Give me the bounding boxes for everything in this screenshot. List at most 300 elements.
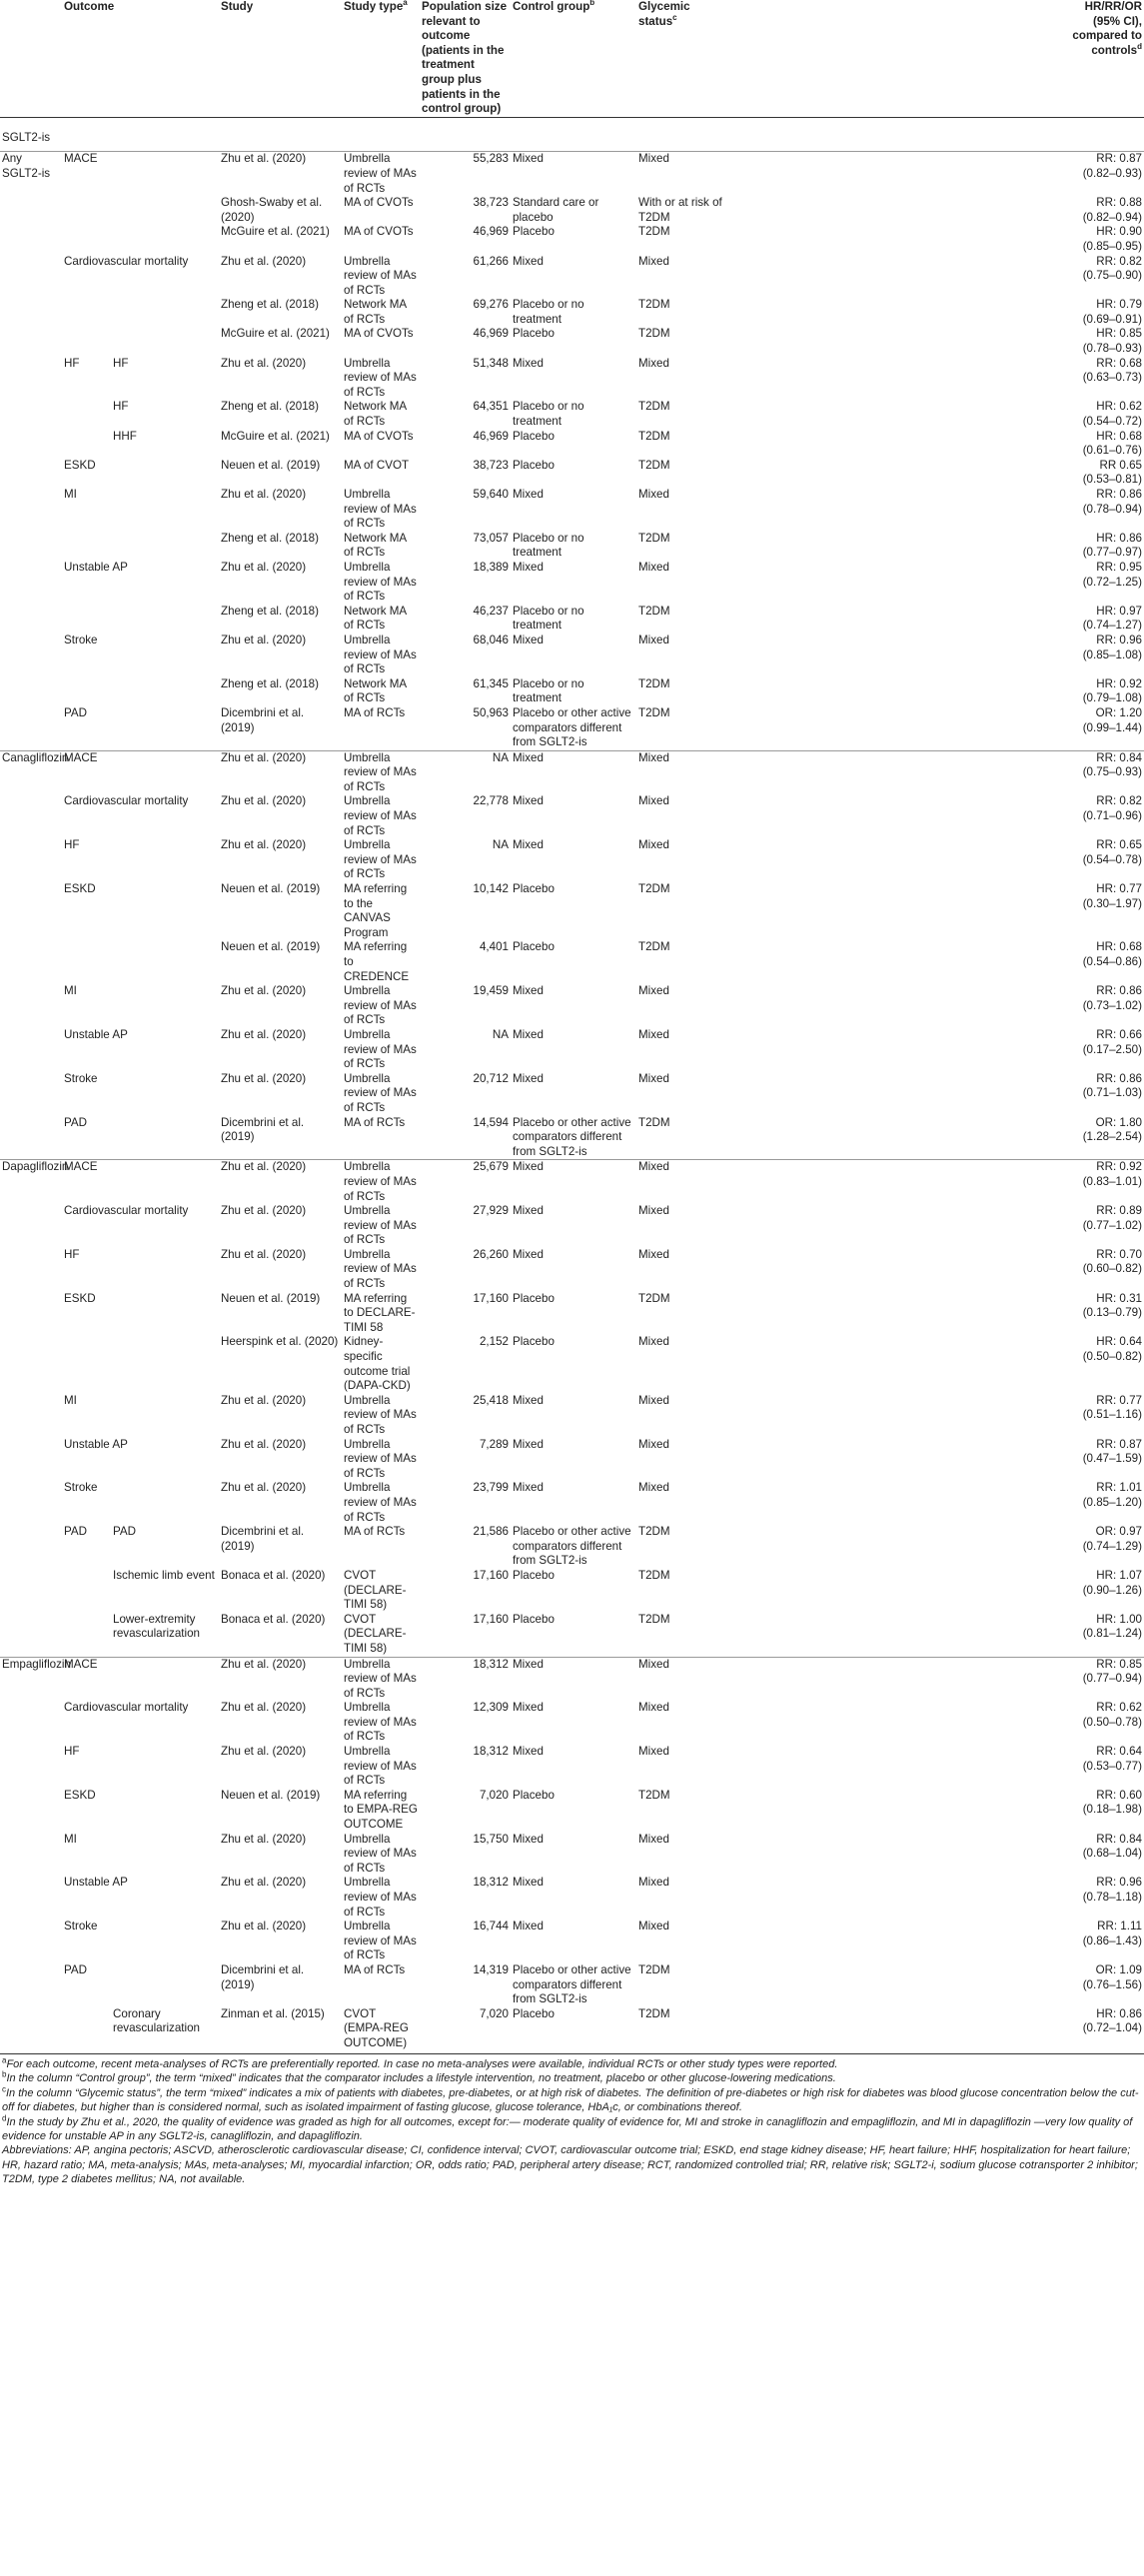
study-cell: Zhu et al. (2020): [221, 254, 307, 268]
glycemic-cell: Mixed: [638, 1920, 669, 1933]
outcome-cell: Unstable AP: [64, 1027, 128, 1041]
study-type-cell: Kidney-specific outcome trial (DAPA-CKD): [344, 1335, 411, 1393]
glycemic-cell: Mixed: [638, 1701, 669, 1715]
study-type-cell: Umbrella review of MAs of RCTs: [344, 356, 417, 399]
suboutcome-cell: HHF: [113, 429, 137, 443]
table-body: [0, 117, 1144, 2050]
glycemic-cell: Mixed: [638, 1071, 669, 1085]
population-cell: 12,309: [473, 1701, 509, 1715]
population-cell: 25,418: [473, 1393, 509, 1407]
drug-cell: [0, 882, 62, 940]
glycemic-cell: T2DM: [638, 1612, 670, 1626]
drug-cell: [0, 1525, 62, 1569]
effect-cell: HR: 0.86 (0.72–1.04): [1082, 2006, 1142, 2035]
study-cell: Zhu et al. (2020): [221, 794, 307, 808]
population-cell: 61,345: [473, 676, 509, 690]
drug-cell: [0, 1394, 62, 1438]
drug-cell: [0, 984, 62, 1028]
population-cell: 18,312: [420, 1657, 511, 1701]
table-row: [0, 400, 1144, 429]
glycemic-cell: Mixed: [638, 838, 669, 852]
study-cell: Zhu et al. (2020): [221, 356, 307, 370]
study-type-cell: MA of CVOTs: [344, 225, 414, 239]
glycemic-cell: Mixed: [638, 1204, 669, 1218]
study-type-cell: Network MA of RCTs: [344, 604, 407, 633]
glycemic-cell: Mixed: [638, 1027, 669, 1041]
table-row: [0, 327, 1144, 356]
study-cell: Neuen et al. (2019): [221, 940, 321, 954]
population-cell: 7,020: [479, 2006, 509, 2020]
outcome-cell: MACE: [62, 1657, 219, 1701]
effect-cell: RR: 0.86 (0.71–1.03): [1082, 1071, 1142, 1100]
glycemic-cell: Mixed: [638, 1335, 669, 1349]
outcome-cell: Cardiovascular mortality: [64, 1204, 189, 1218]
header-glycemic: Glycemic status$^c$: [636, 0, 734, 117]
study-cell: Zhu et al. (2020): [221, 1393, 307, 1407]
table-row: [0, 225, 1144, 254]
population-cell: 73,057: [473, 531, 509, 545]
effect-cell: HR: 0.90 (0.85–0.95): [1082, 225, 1142, 253]
drug-cell: Empagliflozin: [0, 1657, 62, 1701]
population-cell: 68,046: [473, 633, 509, 646]
study-type-cell: Umbrella review of MAs of RCTs: [344, 794, 417, 837]
outcome-cell: [62, 225, 219, 254]
study-type-cell: Umbrella review of MAs of RCTs: [342, 1160, 420, 1204]
effect-cell: HR: 1.07 (0.90–1.26): [1082, 1568, 1142, 1597]
drug-cell: [0, 838, 62, 882]
table-row: [0, 532, 1144, 561]
study-cell: Zhu et al. (2020): [221, 1876, 307, 1890]
study-type-cell: MA of CVOTs: [344, 429, 414, 443]
table-row: [0, 1657, 1144, 1701]
study-cell: Dicembrini et al. (2019): [221, 1525, 305, 1553]
study-type-cell: MA referring to CREDENCE: [344, 940, 410, 983]
control-cell: Placebo: [513, 1612, 555, 1626]
glycemic-cell: Mixed: [638, 356, 669, 370]
population-cell: 38,723: [473, 458, 509, 472]
population-cell: 14,319: [473, 1962, 509, 1976]
table-row: [0, 1160, 1144, 1204]
glycemic-cell: T2DM: [638, 882, 670, 896]
outcome-cell: Stroke: [64, 1920, 98, 1933]
study-cell: Zheng et al. (2018): [221, 298, 319, 312]
control-cell: Mixed: [513, 794, 544, 808]
study-cell: Zhu et al. (2020): [221, 1920, 307, 1933]
study-cell: Zinman et al. (2015): [221, 2006, 325, 2020]
drug-cell: [0, 2007, 62, 2051]
glycemic-cell: T2DM: [638, 1291, 670, 1305]
study-cell: Zhu et al. (2020): [219, 1657, 342, 1701]
glycemic-cell: T2DM: [638, 604, 670, 618]
drug-cell: [0, 1438, 62, 1482]
drug-cell: [0, 225, 62, 254]
population-cell: 46,969: [473, 429, 509, 443]
study-type-cell: Umbrella review of MAs of RCTs: [344, 1701, 417, 1744]
population-cell: 38,723: [473, 196, 509, 210]
population-cell: 61,266: [473, 254, 509, 268]
drug-cell: [0, 1335, 62, 1393]
control-cell: Mixed: [511, 750, 636, 794]
study-type-cell: CVOT (DECLARE-TIMI 58): [344, 1568, 407, 1612]
glycemic-cell: Mixed: [638, 488, 669, 501]
glycemic-cell: T2DM: [638, 1568, 670, 1582]
control-cell: Mixed: [513, 356, 544, 370]
outcome-cell: [62, 677, 219, 706]
glycemic-cell: Mixed: [638, 1745, 669, 1759]
table-row: [0, 838, 1144, 882]
header-effect: HR/RR/OR (95% CI), compared to controls$^d$: [734, 0, 1144, 117]
population-cell: 27,929: [473, 1204, 509, 1218]
drug-cell: Any SGLT2-is: [2, 152, 51, 180]
header-control: Control group$^b$: [511, 0, 636, 117]
effect-cell: OR: 1.09 (0.76–1.56): [1082, 1962, 1142, 1991]
population-cell: NA: [492, 1027, 509, 1041]
study-cell: Zheng et al. (2018): [221, 676, 319, 690]
effect-cell: OR: 0.97 (0.74–1.29): [1082, 1525, 1142, 1553]
glycemic-cell: Mixed: [638, 1832, 669, 1846]
table-row: [0, 1525, 1144, 1569]
study-cell: Zhu et al. (2020): [221, 1701, 307, 1715]
study-type-cell: MA referring to EMPA-REG OUTCOME: [344, 1788, 418, 1832]
suboutcome-cell: PAD: [113, 1525, 136, 1539]
table-row: [0, 488, 1144, 532]
population-cell: 20,712: [473, 1071, 509, 1085]
study-cell: Zhu et al. (2020): [219, 1160, 342, 1204]
drug-cell: [0, 1920, 62, 1963]
effect-cell: RR: 0.86 (0.78–0.94): [1082, 488, 1142, 516]
study-cell: Neuen et al. (2019): [221, 1291, 321, 1305]
glycemic-cell: T2DM: [638, 429, 670, 443]
glycemic-cell: Mixed: [636, 1657, 734, 1701]
control-cell: Mixed: [513, 560, 544, 574]
effect-cell: RR: 0.70 (0.60–0.82): [1082, 1247, 1142, 1276]
outcome-cell: Cardiovascular mortality: [64, 794, 189, 808]
table-row: [0, 1248, 1144, 1292]
table-row: [0, 561, 1144, 605]
footnote-abbreviations: Abbreviations: AP, angina pectoris; ASCVD, atherosclerotic cardiovascular disease; CI, confidence interval; CVOT, cardiovascular outcome trial; ESKD, end stage kidney disease; HF, heart failure; HHF, hospitalization for heart failure; HR, hazard ratio; MA, meta-analysis; MAs, meta-analyses; MI, myocardial infarction; OR, odds ratio; PAD, peripheral artery disease; RCT, randomized controlled trial; RR, relative risk; SGLT2-i, sodium glucose cotransporter 2 inhibitor; T2DM, type 2 diabetes mellitus; NA, not available.: [2, 2144, 1138, 2186]
header-study: Study: [219, 0, 342, 117]
effect-cell: RR: 0.92 (0.83–1.01): [734, 1160, 1144, 1204]
population-cell: 25,679: [420, 1160, 511, 1204]
table-row: [0, 196, 1144, 225]
study-cell: Bonaca et al. (2020): [221, 1568, 326, 1582]
study-type-cell: Umbrella review of MAs of RCTs: [344, 1071, 417, 1114]
effect-cell: RR: 0.96 (0.85–1.08): [1082, 633, 1142, 661]
table-row: [0, 152, 1144, 196]
control-cell: Placebo or other active comparators different from SGLT2-is: [513, 705, 631, 749]
study-cell: Zhu et al. (2020): [221, 633, 307, 646]
control-cell: Mixed: [513, 1437, 544, 1451]
drug-cell: [0, 561, 62, 605]
drug-cell: [0, 459, 62, 488]
study-type-cell: Umbrella review of MAs of RCTs: [344, 1481, 417, 1524]
control-cell: Placebo: [513, 225, 555, 239]
study-type-cell: Umbrella review of MAs of RCTs: [344, 254, 417, 297]
glycemic-cell: T2DM: [638, 458, 670, 472]
glycemic-cell: Mixed: [638, 1393, 669, 1407]
effect-cell: HR: 0.68 (0.54–0.86): [1082, 940, 1142, 968]
outcome-cell: Cardiovascular mortality: [64, 254, 189, 268]
study-cell: Zhu et al. (2020): [221, 1247, 307, 1261]
study-cell: Heerspink et al. (2020): [221, 1335, 339, 1349]
table-row: [0, 634, 1144, 677]
control-cell: Placebo: [513, 327, 555, 341]
drug-cell: [0, 488, 62, 532]
population-cell: 15,750: [473, 1832, 509, 1846]
drug-cell: [0, 940, 62, 984]
study-type-cell: MA referring to DECLARE-TIMI 58: [344, 1291, 416, 1334]
study-cell: McGuire et al. (2021): [221, 327, 330, 341]
population-cell: 22,778: [473, 794, 509, 808]
population-cell: 46,237: [473, 604, 509, 618]
effect-cell: RR: 0.84 (0.75–0.93): [734, 750, 1144, 794]
study-type-cell: Umbrella review of MAs of RCTs: [344, 1204, 417, 1247]
table-header-row: [0, 0, 1144, 117]
effect-cell: OR: 1.80 (1.28–2.54): [1082, 1115, 1142, 1144]
study-cell: Neuen et al. (2019): [221, 882, 321, 896]
control-cell: Mixed: [513, 984, 544, 998]
drug-cell: [0, 1745, 62, 1789]
drug-cell: [0, 1481, 62, 1525]
effect-cell: RR: 0.87 (0.47–1.59): [1082, 1437, 1142, 1466]
suboutcome-cell: Lower-extremity revascularization: [113, 1612, 200, 1641]
population-cell: 46,969: [473, 225, 509, 239]
drug-cell: [0, 298, 62, 327]
study-type-cell: Umbrella review of MAs of RCTs: [344, 1393, 417, 1436]
outcome-cell: [62, 532, 219, 561]
outcome-cell: HF: [64, 356, 80, 370]
control-cell: Mixed: [511, 1160, 636, 1204]
footnote-b: $^b$In the column “Control group”, the term “mixed” indicates that the comparator includes a lifestyle intervention, no treatment, placebo or other glucose-lowering medications.: [2, 2069, 836, 2085]
effect-cell: OR: 1.20 (0.99–1.44): [1082, 705, 1142, 734]
study-type-cell: CVOT (EMPA-REG OUTCOME): [344, 2006, 409, 2049]
drug-cell: [0, 1701, 62, 1745]
drug-cell: [0, 1292, 62, 1336]
population-cell: 55,283: [473, 152, 509, 166]
drug-cell: [0, 357, 62, 401]
outcome-cell: [62, 1613, 111, 1657]
drug-cell: [0, 677, 62, 706]
outcome-cell: ESKD: [64, 882, 96, 896]
effect-cell: RR: 0.89 (0.77–1.02): [1082, 1204, 1142, 1232]
table-row: [0, 605, 1144, 634]
study-type-cell: Network MA of RCTs: [344, 676, 407, 705]
outcome-cell: MACE: [62, 750, 219, 794]
outcome-cell: [62, 430, 111, 459]
control-cell: Placebo: [513, 940, 555, 954]
study-type-cell: MA of RCTs: [344, 1115, 406, 1129]
outcome-cell: ESKD: [64, 1291, 96, 1305]
glycemic-cell: Mixed: [638, 1481, 669, 1495]
table-row: [0, 2007, 1144, 2051]
control-cell: Mixed: [513, 1832, 544, 1846]
control-cell: Placebo: [513, 2006, 555, 2020]
outcome-cell: [62, 327, 219, 356]
outcome-cell: ESKD: [64, 1788, 96, 1802]
table-row: [0, 1833, 1144, 1877]
drug-cell: [0, 430, 62, 459]
drug-cell: [0, 400, 62, 429]
effect-cell: RR: 0.64 (0.53–0.77): [1082, 1745, 1142, 1773]
control-cell: Placebo: [513, 1788, 555, 1802]
study-type-cell: MA of CVOTs: [344, 327, 414, 341]
table-row: [0, 1701, 1144, 1745]
study-type-cell: Umbrella review of MAs of RCTs: [344, 1247, 417, 1291]
population-cell: 7,020: [479, 1788, 509, 1802]
population-cell: 19,459: [473, 984, 509, 998]
population-cell: 69,276: [473, 298, 509, 312]
study-type-cell: Umbrella review of MAs of RCTs: [342, 1657, 420, 1701]
study-cell: Dicembrini et al. (2019): [221, 1115, 305, 1144]
outcome-cell: Cardiovascular mortality: [64, 1701, 189, 1715]
effect-cell: RR: 0.82 (0.75–0.90): [1082, 254, 1142, 283]
control-cell: Mixed: [513, 1701, 544, 1715]
drug-cell: [0, 1789, 62, 1833]
table-row: [0, 430, 1144, 459]
glycemic-cell: T2DM: [638, 400, 670, 414]
drug-cell: [0, 1833, 62, 1877]
study-type-cell: Umbrella review of MAs of RCTs: [344, 1876, 417, 1919]
study-cell: Zhu et al. (2020): [221, 1481, 307, 1495]
effect-cell: RR: 0.96 (0.78–1.18): [1082, 1876, 1142, 1904]
effect-cell: RR: 0.60 (0.18–1.98): [1082, 1788, 1142, 1817]
table-row: [0, 298, 1144, 327]
outcome-cell: MI: [64, 984, 77, 998]
control-cell: Placebo or no treatment: [513, 676, 584, 705]
population-cell: 4,401: [479, 940, 509, 954]
control-cell: Mixed: [513, 1876, 544, 1890]
population-cell: 50,963: [473, 705, 509, 719]
study-type-cell: Umbrella review of MAs of RCTs: [344, 1832, 417, 1875]
study-type-cell: Network MA of RCTs: [344, 298, 407, 326]
drug-cell: [0, 794, 62, 838]
drug-cell: [0, 1876, 62, 1920]
effect-cell: HR: 1.00 (0.81–1.24): [1082, 1612, 1142, 1641]
drug-cell: [0, 1569, 62, 1613]
glycemic-cell: T2DM: [638, 1962, 670, 1976]
effect-cell: HR: 0.85 (0.78–0.93): [1082, 327, 1142, 356]
drug-cell: [0, 1613, 62, 1657]
control-cell: Placebo: [513, 429, 555, 443]
study-type-cell: Umbrella review of MAs of RCTs: [344, 984, 417, 1027]
effect-cell: HR: 0.92 (0.79–1.08): [1082, 676, 1142, 705]
drug-cell: [0, 1963, 62, 2007]
study-cell: Zhu et al. (2020): [221, 984, 307, 998]
outcome-cell: Unstable AP: [64, 1437, 128, 1451]
glycemic-cell: With or at risk of T2DM: [638, 196, 722, 224]
effect-cell: RR: 0.77 (0.51–1.16): [1082, 1393, 1142, 1422]
study-cell: Zhu et al. (2020): [221, 1204, 307, 1218]
glycemic-cell: Mixed: [638, 984, 669, 998]
outcome-cell: [62, 196, 219, 225]
drug-cell: [0, 532, 62, 561]
effect-cell: RR: 0.95 (0.72–1.25): [1082, 560, 1142, 589]
effect-cell: RR: 0.65 (0.54–0.78): [1082, 838, 1142, 866]
outcome-cell: HF: [64, 1247, 80, 1261]
outcome-cell: Stroke: [64, 1481, 98, 1495]
population-cell: 17,160: [473, 1612, 509, 1626]
glycemic-cell: Mixed: [638, 560, 669, 574]
outcome-cell: MI: [64, 488, 77, 501]
population-cell: 23,799: [473, 1481, 509, 1495]
outcome-cell: Unstable AP: [64, 560, 128, 574]
study-type-cell: MA of RCTs: [344, 1525, 406, 1539]
outcome-cell: [62, 1569, 111, 1613]
study-type-cell: Umbrella review of MAs of RCTs: [344, 152, 417, 195]
population-cell: 18,312: [473, 1876, 509, 1890]
control-cell: Mixed: [513, 254, 544, 268]
drug-cell: Canagliflozin: [0, 750, 62, 794]
table-bottom-rule: [0, 2053, 1144, 2054]
study-type-cell: Umbrella review of MAs of RCTs: [344, 838, 417, 881]
control-cell: Mixed: [513, 1393, 544, 1407]
table-row: [0, 1072, 1144, 1116]
drug-cell: [0, 1204, 62, 1248]
population-cell: 46,969: [473, 327, 509, 341]
study-cell: McGuire et al. (2021): [221, 429, 330, 443]
study-type-cell: Umbrella review of MAs of RCTs: [344, 488, 417, 531]
effect-cell: RR: 0.86 (0.73–1.02): [1082, 984, 1142, 1012]
outcome-cell: MI: [64, 1832, 77, 1846]
table-row: [0, 677, 1144, 706]
footnote-c: $^c$In the column “Glycemic status”, the term “mixed” indicates a mix of patients with diabetes, pre-diabetes, or at high risk of diabetes. The definition of pre-diabetes or high risk for diabetes was blood glucose concentration below the cut-off for diabetes, but higher than is considered normal, such as isolated impairment of fasting glucose, glucose tolerance, HbA₁c, or combinations thereof.: [2, 2084, 1139, 2114]
glycemic-cell: Mixed: [638, 633, 669, 646]
control-cell: Mixed: [513, 152, 544, 166]
table-row: [0, 1028, 1144, 1072]
population-cell: 26,260: [473, 1247, 509, 1261]
study-type-cell: MA of CVOTs: [344, 196, 414, 210]
control-cell: Mixed: [513, 1745, 544, 1759]
outcome-cell: PAD: [64, 1525, 87, 1539]
suboutcome-cell: HF: [113, 356, 129, 370]
control-cell: Placebo or other active comparators different from SGLT2-is: [513, 1525, 631, 1568]
study-cell: Zhu et al. (2020): [221, 560, 307, 574]
study-cell: Ghosh-Swaby et al. (2020): [221, 196, 323, 224]
drug-cell: [0, 605, 62, 634]
study-type-cell: CVOT (DECLARE-TIMI 58): [344, 1612, 407, 1655]
drug-cell: [0, 634, 62, 677]
glycemic-cell: T2DM: [638, 2006, 670, 2020]
table-row: [0, 1335, 1144, 1393]
control-cell: Placebo or no treatment: [513, 298, 584, 326]
population-cell: NA: [420, 750, 511, 794]
table-row: [0, 1569, 1144, 1613]
control-cell: Placebo or no treatment: [513, 531, 584, 560]
outcome-cell: Unstable AP: [64, 1876, 128, 1890]
table-row: [0, 357, 1144, 401]
suboutcome-cell: Ischemic limb event: [113, 1568, 215, 1582]
footnote-d: $^d$In the study by Zhu et al., 2020, the quality of evidence was graded as high for all outcomes, except for:— moderate quality of evidence for, MI and stroke in canagliflozin and empagliflozin, and MI in dapagliflozin —very low quality of evidence for unstable AP in any SGLT2-is, canagliflozin, and dapagliflozin.: [2, 2112, 1133, 2143]
effect-cell: RR 0.65 (0.53–0.81): [1082, 458, 1142, 487]
drug-cell: Dapagliflozin: [0, 1160, 62, 1204]
study-cell: Zhu et al. (2020): [221, 152, 307, 166]
effect-cell: HR: 0.68 (0.61–0.76): [1082, 429, 1142, 458]
effect-cell: RR: 0.88 (0.82–0.94): [1082, 196, 1142, 224]
section-label: SGLT2-is: [0, 117, 1144, 152]
outcome-cell: [62, 298, 219, 327]
study-cell: Bonaca et al. (2020): [221, 1612, 326, 1626]
table-row: [0, 255, 1144, 299]
footnote-a: $^a$For each outcome, recent meta-analyses of RCTs are preferentially reported. In case no meta-analyses were available, individual RCTs or other study types were reported.: [2, 2055, 838, 2070]
drug-cell: [0, 1072, 62, 1116]
glycemic-cell: Mixed: [638, 1437, 669, 1451]
outcome-cell: HF: [64, 1745, 80, 1759]
control-cell: Mixed: [513, 1071, 544, 1085]
effect-cell: RR: 0.62 (0.50–0.78): [1082, 1701, 1142, 1729]
control-cell: Mixed: [513, 1247, 544, 1261]
population-cell: 18,312: [473, 1745, 509, 1759]
effect-cell: HR: 0.62 (0.54–0.72): [1082, 400, 1142, 429]
